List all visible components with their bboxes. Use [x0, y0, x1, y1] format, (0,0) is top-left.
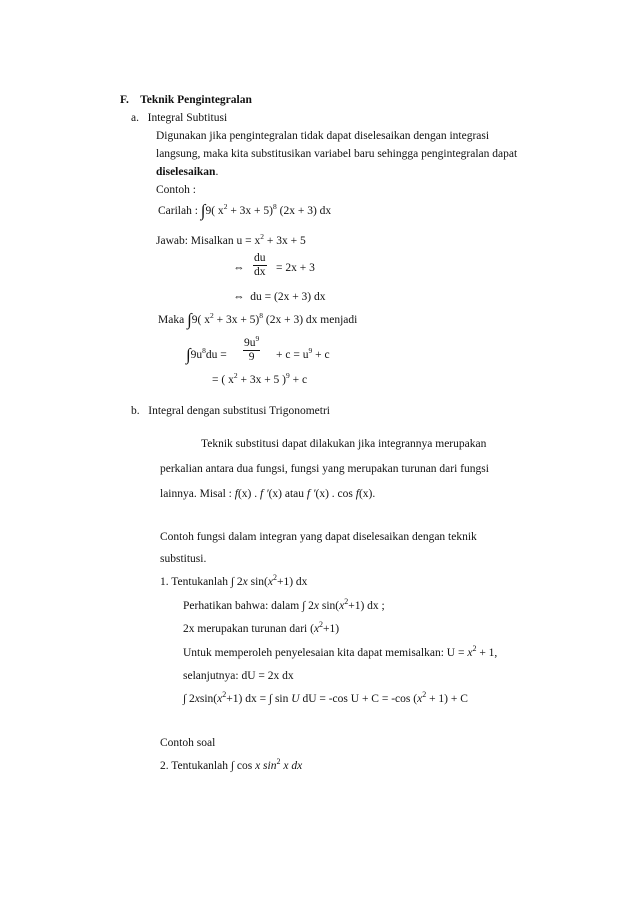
section-label: F. — [120, 94, 129, 106]
exponent: 8 — [202, 346, 206, 355]
exponent: 8 — [273, 202, 277, 211]
result-part: = ( x — [212, 374, 234, 386]
description-line-2: langsung, maka kita substitusikan variabel baru sehingga pengintegralan dapat — [156, 148, 518, 160]
integral-sign: ∫ — [200, 201, 206, 220]
paragraph-2-line-2: substitusi. — [160, 553, 207, 565]
p1-italic: f — [355, 488, 359, 500]
carilah-line — [158, 201, 332, 220]
result-part: + 3x + 5 ) — [237, 374, 287, 386]
du-equation: du = (2x + 3) dx — [250, 291, 326, 303]
integral-u-part: du = — [205, 349, 227, 361]
maka-expr-part: + 3x + 5) — [213, 314, 260, 326]
turunan-italic: x — [313, 623, 320, 635]
final-text: sin( — [199, 693, 218, 705]
integral-u-line — [186, 345, 227, 364]
obs-italic: x — [339, 600, 345, 612]
fraction-numerator: du — [254, 252, 266, 264]
final-text: dU = -cos U + C = -cos ( — [299, 693, 418, 705]
item-italic: x — [242, 576, 248, 588]
item2-text: 2. Tentukanlah ∫ cos — [160, 760, 256, 772]
exponent: 2 — [223, 202, 228, 211]
jawab-text: + 3x + 5 — [263, 235, 306, 247]
maka-line — [158, 310, 358, 329]
maka-expr-part: (2x + 3) dx menjadi — [263, 314, 358, 326]
jawab-line — [156, 234, 306, 248]
description-line-1: Digunakan jika pengintegralan tidak dapat diselesaikan dengan integrasi — [156, 130, 490, 142]
turunan-text: 2x merupakan turunan dari ( — [183, 623, 314, 635]
exponent: 2 — [319, 620, 324, 629]
exponent: 2 — [222, 690, 227, 699]
final-italic: U — [291, 693, 300, 705]
exponent: 9 — [286, 371, 290, 380]
example-item-1 — [160, 575, 307, 589]
exponent: 2 — [233, 371, 238, 380]
paragraph-1-line-3 — [160, 487, 375, 501]
subsection-a-title: Integral Subtitusi — [147, 112, 228, 124]
subsection-a-label: a. — [131, 112, 139, 124]
p1-text: (x) atau — [268, 488, 307, 500]
fraction-denominator: 9 — [248, 351, 255, 363]
substitution-choice-line — [183, 646, 497, 660]
exponent: 2 — [344, 597, 349, 606]
fraction-numerator — [243, 334, 260, 351]
exponent: 9 — [255, 334, 260, 343]
obs-text: +1) dx ; — [348, 600, 385, 612]
description-period: . — [215, 166, 219, 178]
description-bold-word: diselesaikan — [156, 166, 216, 178]
section-title: Teknik Pengintegralan — [140, 94, 252, 106]
p1-text: (x). — [358, 488, 376, 500]
obs-italic: x — [313, 600, 319, 612]
paragraph-1-line-2: perkalian antara dua fungsi, fungsi yang merupakan turunan dari fungsi — [160, 463, 489, 475]
final-computation-line — [183, 692, 468, 706]
p1-italic: f — [234, 488, 238, 500]
exponent: 8 — [259, 311, 264, 320]
obs-text: sin( — [319, 600, 340, 612]
derivative-result: = 2x + 3 — [276, 262, 315, 274]
paragraph-2-line-1: Contoh fungsi dalam integran yang dapat diselesaikan dengan teknik — [160, 531, 477, 543]
integral-u-part: 9u — [190, 349, 203, 361]
item-text: +1) dx — [276, 576, 308, 588]
subsection-a-heading — [131, 111, 227, 125]
exponent: 2 — [276, 757, 281, 766]
maka-expr-part: 9( x — [191, 314, 210, 326]
subsection-b-heading — [131, 404, 330, 418]
final-italic: x — [194, 693, 200, 705]
result-part: + c = u — [276, 349, 309, 361]
integral-sign: ∫ — [186, 345, 191, 364]
untuk-text: + 1, — [476, 647, 498, 659]
du-line — [233, 290, 326, 304]
final-italic: x — [417, 693, 423, 705]
turunan-text: +1) — [323, 623, 340, 635]
iff-symbol: ⇔ — [233, 291, 245, 303]
observation-line — [183, 599, 385, 613]
contoh-soal-label: Contoh soal — [160, 737, 216, 749]
item-text: sin( — [247, 576, 268, 588]
item2-italic: x dx — [280, 760, 303, 772]
exponent: 2 — [472, 644, 477, 653]
fraction-denominator: dx — [254, 266, 266, 278]
example-item-2 — [160, 759, 302, 773]
item-italic: x — [267, 576, 273, 588]
subsection-b-label: b. — [131, 405, 140, 417]
untuk-italic: x — [467, 647, 473, 659]
p1-italic: f ′ — [260, 488, 269, 500]
p1-italic: f ′ — [306, 488, 316, 500]
subsection-b-title: Integral dengan substitusi Trigonometri — [148, 405, 331, 417]
exponent: 2 — [209, 311, 214, 320]
contoh-label: Contoh : — [156, 184, 196, 196]
item-text: 1. Tentukanlah ∫ 2 — [160, 576, 243, 588]
final-text: + 1) + C — [426, 693, 468, 705]
section-heading — [120, 93, 252, 107]
description-line-3 — [156, 165, 218, 179]
p1-text: (x) . cos — [315, 488, 356, 500]
final-italic: x — [217, 693, 223, 705]
du-dx-fraction — [253, 252, 267, 279]
carilah-expr-part: 9( x — [205, 205, 224, 217]
result-part: + c — [289, 374, 308, 386]
exponent: 9 — [308, 346, 313, 355]
next-step-line: selanjutnya: dU = 2x dx — [183, 670, 294, 682]
derivative-note-line — [183, 622, 339, 636]
integral-sign: ∫ — [187, 310, 192, 329]
exponent: 2 — [260, 232, 264, 241]
carilah-expr-part: (2x + 3) dx — [276, 205, 332, 217]
final-text: ∫ 2 — [183, 693, 195, 705]
maka-label: Maka — [158, 314, 185, 326]
paragraph-1-line-1: Teknik substitusi dapat dilakukan jika integrannya merupakan — [201, 438, 487, 450]
jawab-text: Jawab: Misalkan u = x — [156, 235, 261, 247]
p1-text: lainnya. Misal : — [160, 488, 235, 500]
obs-text: Perhatikan bahwa: dalam ∫ 2 — [183, 600, 314, 612]
result-part: + c — [312, 349, 330, 361]
exponent: 2 — [422, 690, 427, 699]
final-text: +1) dx = ∫ sin — [226, 693, 292, 705]
u9-fraction — [243, 334, 260, 364]
integral-u-result — [276, 348, 330, 362]
carilah-expr-part: + 3x + 5) — [227, 205, 273, 217]
iff-symbol: ⇔ — [233, 262, 245, 274]
p1-text: (x) . — [237, 488, 260, 500]
exponent: 2 — [272, 573, 277, 582]
untuk-text: Untuk memperoleh penyelesaian kita dapat memisalkan: U = — [183, 647, 468, 659]
final-substitution-result — [212, 373, 307, 387]
carilah-label: Carilah : — [158, 205, 198, 217]
numerator-text: 9u — [244, 337, 256, 349]
item2-italic: x sin — [255, 760, 277, 772]
